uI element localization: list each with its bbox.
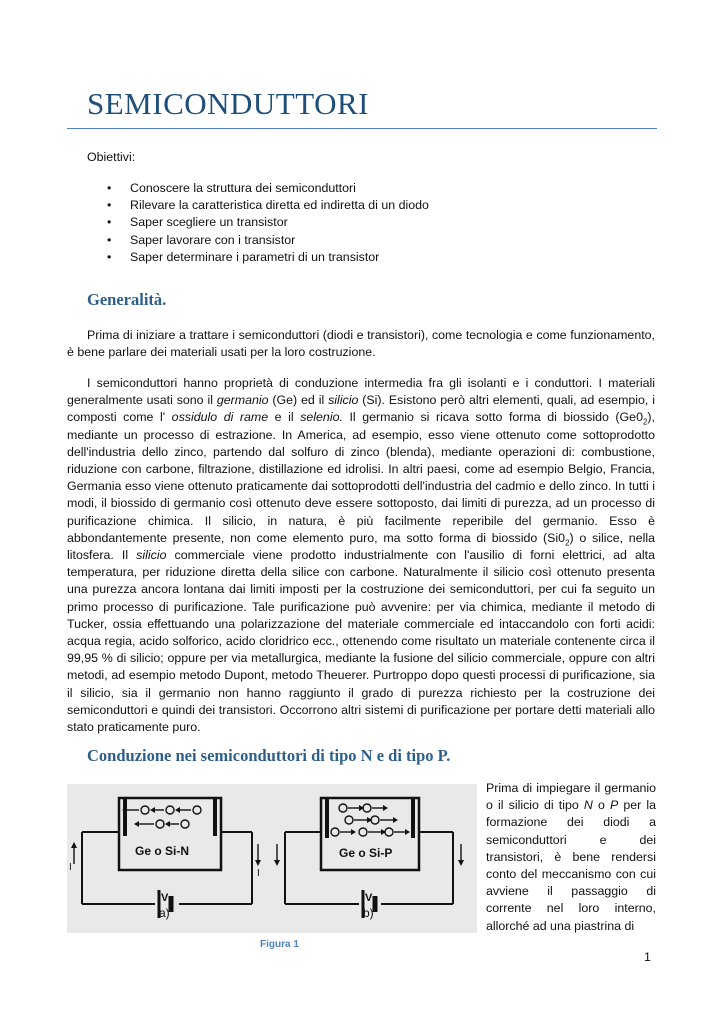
text-run-italic: selenio. [300,410,343,425]
text-run: I semiconduttori hanno proprietà di conduzione intermedia fra gli isolanti e i conduttori. I materiali generalmente usati sono il [67,376,655,408]
text-run-italic: P [609,798,619,813]
paragraph-intro-text: Prima di iniziare a trattare i semiconduttori (diodi e transistori), come tecnologia e come funzionamento, è bene parlare dei materiali usati per la loro costruzione. [67,328,655,360]
objectives-label: Obiettivi: [87,150,136,164]
text-run: e il [268,410,301,425]
text-run: o [592,798,610,813]
paragraph-intro [67,327,655,361]
diagram-a-current-left: I [69,862,72,873]
title-rule [67,128,657,129]
diagram-a-tag: a) [159,906,170,920]
text-run-italic: N [583,798,593,813]
text-run: per la formazione dei diodi a semiconduttori e dei transistori, è bene rendersi conto del meccanismo con cui avviene il passaggio di corrente nel loro interno, allorché ad una piastrina di [486,798,656,933]
list-item: • Saper scegliere un transistor [107,214,429,231]
text-run: (Ge) ed il [268,393,329,408]
objectives-list [107,180,429,266]
subscript: 2 [642,417,648,427]
diagram-b-label: Ge o Si-P [339,846,393,860]
text-run-italic: ossidulo di rame [171,410,269,425]
diagram-b-voltage: V [365,892,373,904]
section-heading-generalita: Generalità. [87,290,167,309]
text-run: Prima di impiegare il germanio o il silicio di tipo [486,781,656,813]
list-item: • Conoscere la struttura dei semiconduttori [107,180,429,197]
diagram-a-voltage: V [161,892,169,904]
figure-caption: Figura 1 [260,939,299,950]
diagram-b-tag: b) [363,906,374,920]
list-item: • Saper lavorare con i transistor [107,232,429,249]
section-heading-conduzione: Conduzione nei semiconduttori di tipo N e di tipo P. [87,746,451,765]
list-item: • Rilevare la caratteristica diretta ed indiretta di un diodo [107,197,429,214]
text-run-italic: silicio [328,393,359,408]
semiconductor-bar-n [119,798,221,870]
paragraph-materials [67,375,655,736]
text-run-italic: silicio [136,548,167,563]
text-run: ), mediante un processo di estrazione. In America, ad esempio, esso viene ottenuto come sottoprodotto dell'industria dello zinco, partendo dal solfuro di zinco (blenda), mediante operazioni di: combustione, riduzione con carbone, filtrazione, distillazione ed idrolisi. In altri paesi, come ad esempio Belgio, Francia, Germania esso viene ottenuto praticamente dai sottoprodotti dell'industria del cadmio e dello zinco. In tutti i modi, il biossido di germanio così ottenuto deve essere sottoposto, dai limiti di purezza, ad un processo di purificazione chimica. Il silicio, in natura, è più facilmente reperibile del germanio. Esso è abbondantemente presente, non come elemento puro, ma sotto forma di biossido (Si0 [67,410,655,545]
semiconductor-circuit-diagram [67,784,477,933]
diagram-b-current-left: I [257,868,260,879]
diagram-a-label: Ge o Si-N [135,844,190,858]
paragraph-conduction [486,780,656,935]
text-run: commerciale viene prodotto industrialmente con l'ausilio di forni elettrici, ad alta temperatura, per riduzione diretta della silice con carbone. Naturalmente il silicio così ottenuto presenta una purezza ancora lontana dai limiti imposti per la costruzione dei semiconduttori, per cui fa seguito un primo processo di purificazione. Tale purificazione può avvenire: per via chimica, mediante il metodo di Tucker, ossia effettuando una polarizzazione del materiale commerciale ed intaccandolo con forti acidi: acqua regia, acido solforico, acido cloridrico ecc., ottenendo come risultato un materiale contenente circa il 99,95 % di silicio; oppure per via metallurgica, mediante la fusione del silicio commerciale, oppure con altri metodi, ad esempio metodo Dupont, metodo Theuerer. Purtroppo dopo questi processi di purificazione, sia il silicio, sia il germanio non hanno raggiunto il grado di purezza richiesto per la costruzione dei semiconduttori e quindi dei transistori. Occorrono altri sistemi di purificazione per portare detti materiali allo stato praticamente puro. [67,548,655,735]
text-run: (Si). Esistono però altri elementi, quali, ad esempio, i composti come l' [67,393,656,425]
text-run: ) o silice, nella litosfera. Il [67,530,655,563]
figure-1-image [67,784,477,933]
subscript: 2 [565,538,570,548]
page-title: SEMICONDUTTORI [87,86,369,121]
text-run-italic: germanio [216,393,269,408]
list-item: • Saper determinare i parametri di un transistor [107,249,429,266]
page-number: 1 [644,950,651,964]
text-run: Il germanio si ricava sotto forma di biossido (Ge0 [342,410,643,425]
